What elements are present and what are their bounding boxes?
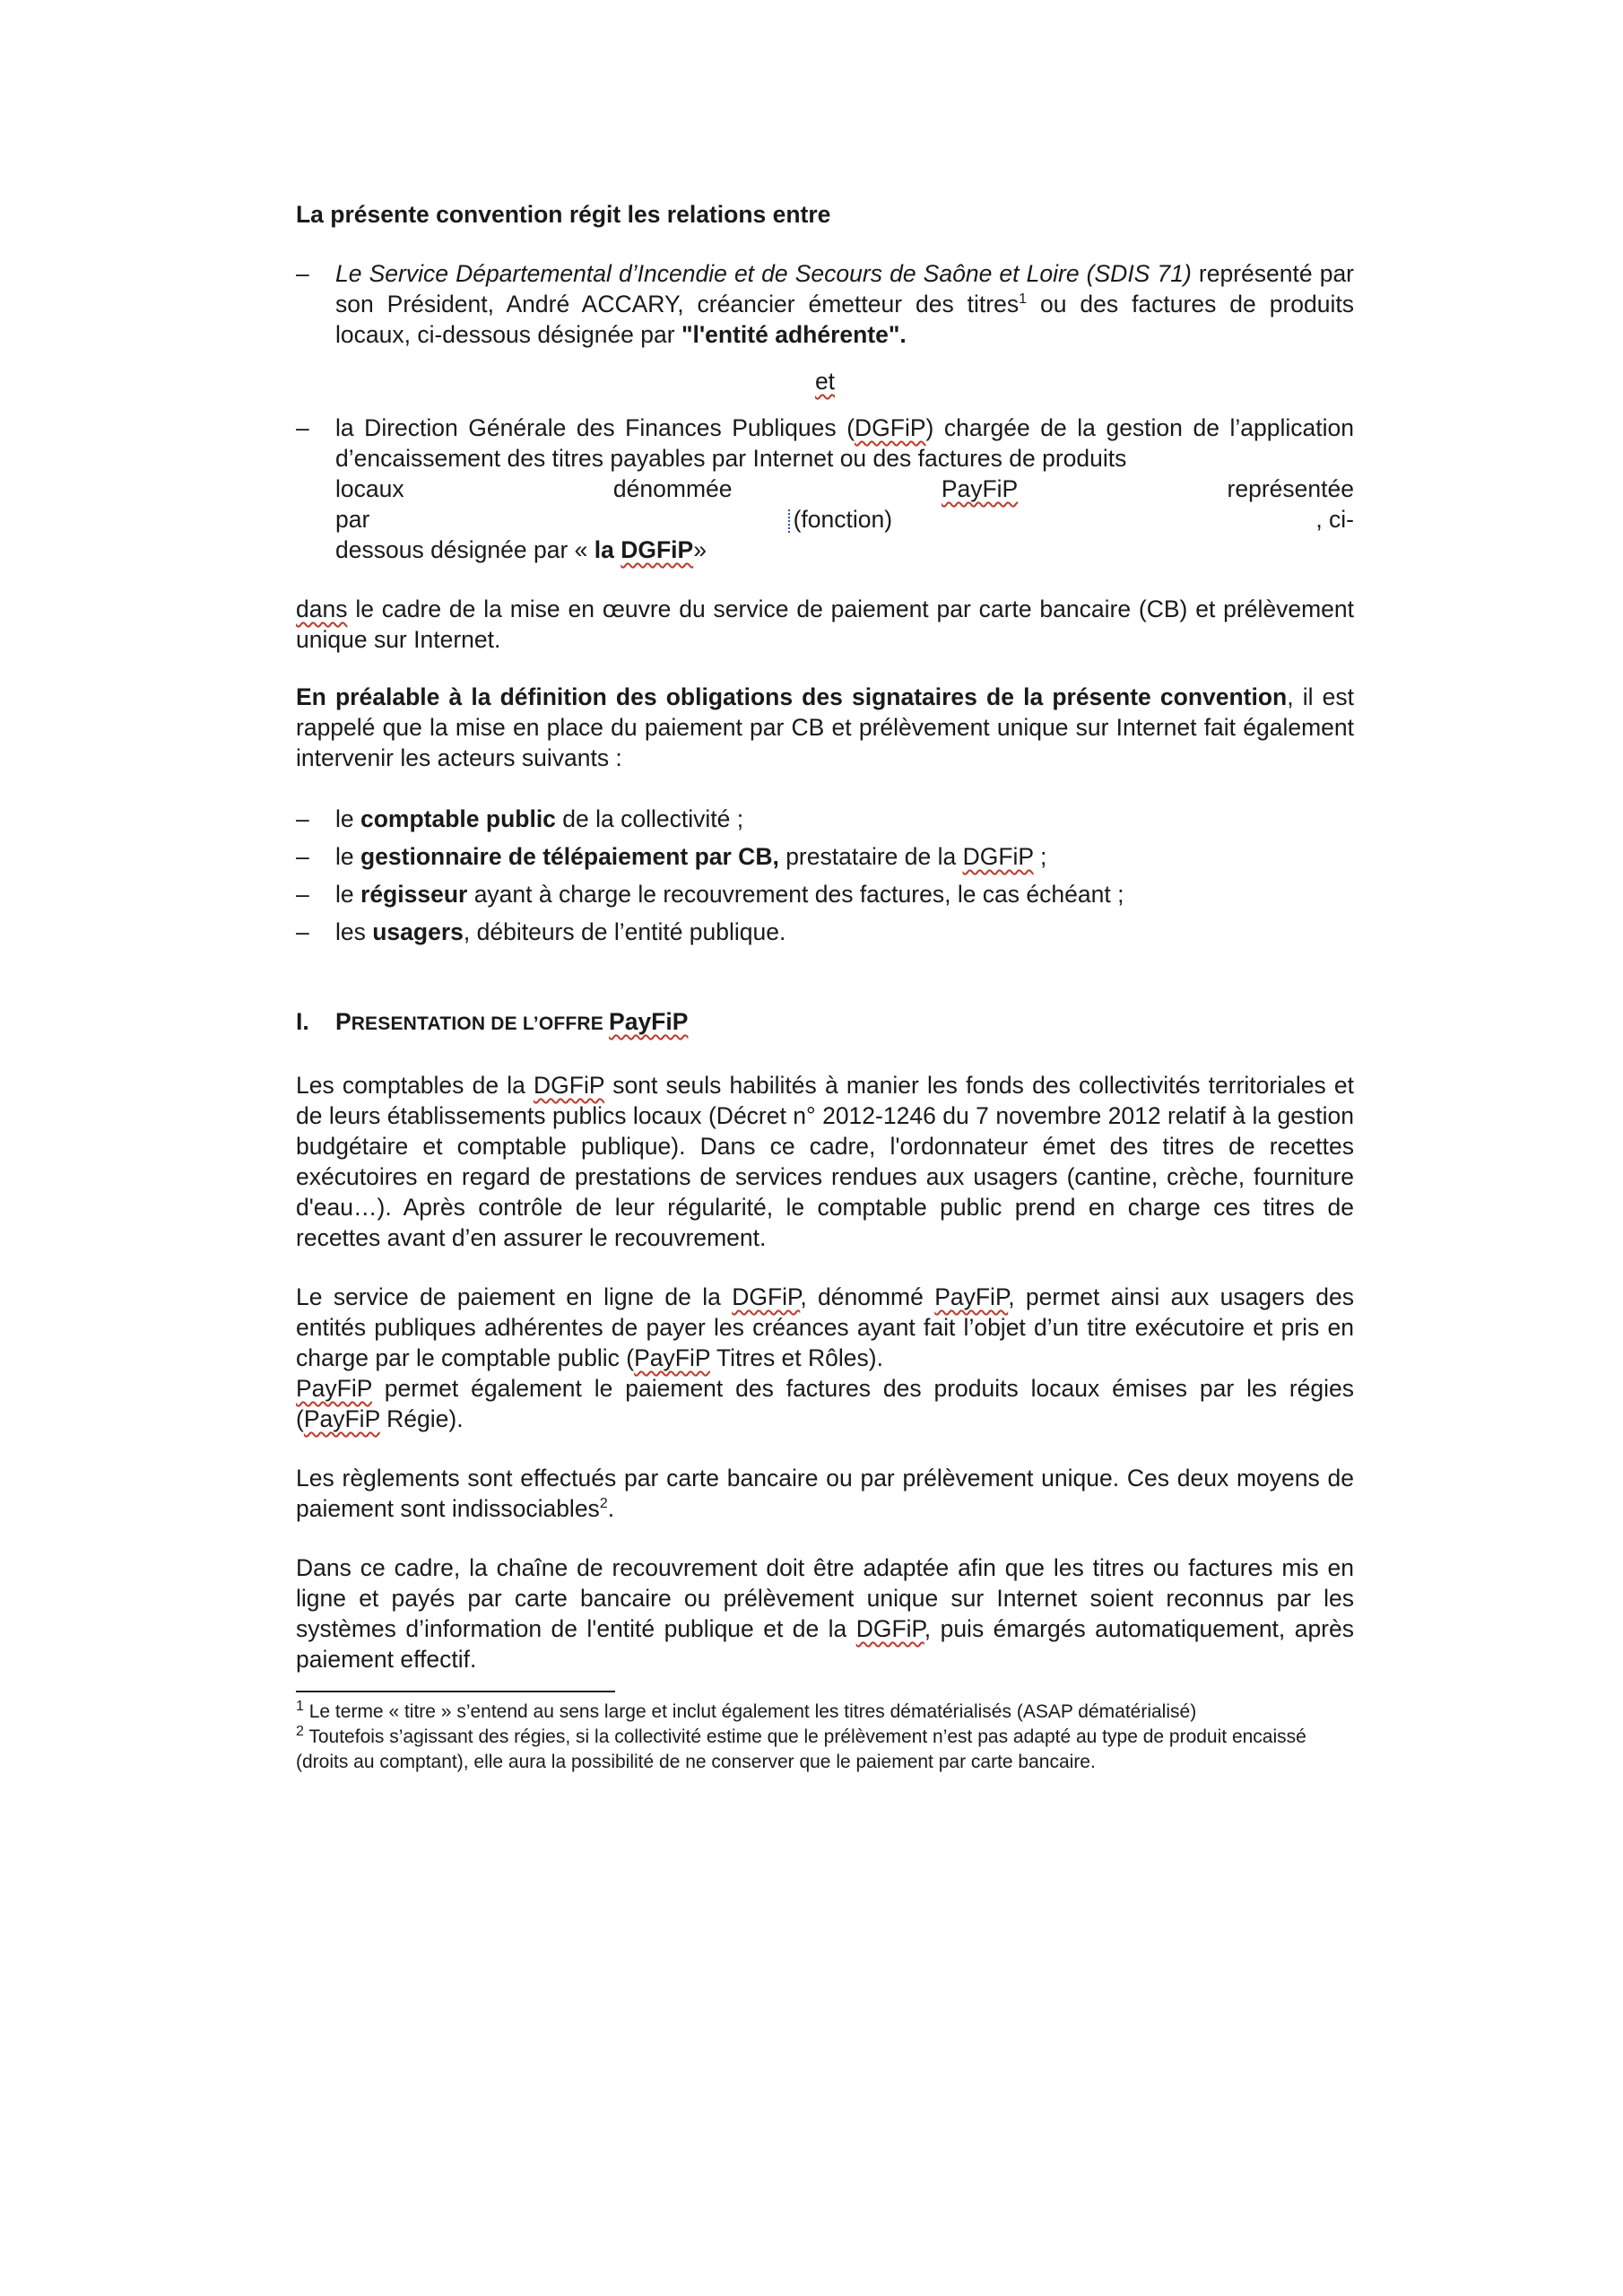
party-sdis	[296, 258, 1354, 350]
party-dgfip-row-3: dessous désignée par « la DGFiP»	[335, 536, 707, 563]
payfip-term: PayFiP	[941, 475, 1019, 502]
party-sdis-name: Le Service Départemental d’Incendie et de Secours de Saône et Loire (SDIS 71)	[335, 260, 1192, 287]
paragraph-payfip-regie: PayFiP permet également le paiement des factures des produits locaux émises par les régies (PayFiP Régie).	[296, 1375, 1354, 1432]
dgfip-term: DGFiP	[855, 1615, 924, 1642]
footnote-separator	[296, 1691, 615, 1692]
text-cursor-mark	[788, 509, 793, 533]
paragraph-chaine: Dans ce cadre, la chaîne de recouvrement doit être adaptée afin que les titres ou factures mis en ligne et payés par carte bancaire ou prélèvement unique sur Internet soient reconnus par les systèmes d’information de l'entité publique et de la DGFiP, puis émargés automatiquement, après paiement effectif.	[296, 1554, 1354, 1673]
section-title: PRESENTATION DE L’OFFRE PayFiP	[335, 1008, 689, 1035]
list-dash: –	[296, 414, 309, 441]
actors-list	[296, 804, 1354, 947]
footnote-ref-1[interactable]: 1	[1019, 291, 1028, 308]
fonction-field[interactable]: (fonction)	[794, 504, 892, 535]
party-dgfip-text: la Direction Générale des Finances Publiques (DGFiP) chargée de la gestion de l’application d’encaissement des titres payables par Internet ou des factures de produits	[335, 414, 1354, 472]
paragraph-service: Le service de paiement en ligne de la DGFiP, dénommé PayFiP, permet ainsi aux usagers des entités publiques adhérentes de payer les créances ayant fait l’objet d’un titre exécutoire et pris en charge par le comptable public (PayFiP Titres et Rôles).	[296, 1283, 1354, 1371]
party-sdis-text-2: ou des factures de produits locaux, ci-dessous désignée par	[335, 291, 1354, 348]
section-number: I.	[296, 1008, 309, 1035]
payfip-term: PayFiP	[296, 1375, 372, 1402]
list-item: – le gestionnaire de télépaiement par CB, prestataire de la DGFiP ;	[296, 843, 1047, 870]
footnote-1: $^1$ Le terme « titre » s’entend au sens large et inclut également les titres dématérialisés (ASAP dématérialisé)	[296, 1699, 1197, 1722]
intro-title: La présente convention régit les relations entre	[296, 201, 831, 228]
paragraph-reglements: Les règlements sont effectués par carte bancaire ou par prélèvement unique. Ces deux moyens de paiement sont indissociables$^2$.	[296, 1465, 1354, 1522]
list-item: – le régisseur ayant à charge le recouvrement des factures, le cas échéant ;	[296, 881, 1124, 908]
dgfip-term: DGFiP	[534, 1072, 605, 1099]
list-dash: –	[296, 260, 309, 287]
dgfip-term: DGFiP	[855, 414, 926, 441]
footnotes	[296, 1700, 1354, 1775]
payfip-term: PayFiP	[609, 1008, 689, 1035]
section-heading	[296, 1006, 1354, 1039]
dgfip-term: DGFiP	[621, 536, 694, 563]
dgfip-term: DGFiP	[962, 843, 1034, 870]
paragraph-prealable: En préalable à la définition des obligations des signataires de la présente convention, il est rappelé que la mise en place du paiement par CB et prélèvement unique sur Internet fait également intervenir les acteurs suivants :	[296, 683, 1354, 771]
dgfip-term: DGFiP	[732, 1283, 801, 1310]
paragraph-dans-le-cadre: dans le cadre de la mise en œuvre du service de paiement par carte bancaire (CB) et prélèvement unique sur Internet.	[296, 596, 1354, 653]
payfip-term: PayFiP	[634, 1344, 711, 1371]
party-dgfip	[296, 413, 1354, 565]
conjunction-et: et	[814, 368, 836, 395]
document-body	[296, 199, 1354, 1775]
payfip-term: PayFiP	[934, 1283, 1009, 1310]
party-dgfip-row-1: locaux dénommée PayFiP représentée	[335, 475, 1354, 502]
footnote-ref-2[interactable]: 2	[599, 1496, 608, 1512]
payfip-term: PayFiP	[303, 1405, 380, 1432]
list-item: – les usagers, débiteurs de l’entité publique.	[296, 918, 786, 945]
party-dgfip-row-2: par (fonction) , ci-	[335, 506, 1354, 533]
list-item: – le comptable public de la collectivité ;	[296, 805, 744, 832]
footnote-2: $^2$ Toutefois s’agissant des régies, si la collectivité estime que le prélèvement n’est pas adapté au type de produit encaissé (droits au comptant), elle aura la possibilité de ne conserver que le paiement par carte bancaire.	[296, 1724, 1306, 1772]
paragraph-comptables: Les comptables de la DGFiP sont seuls habilités à manier les fonds des collectivités territoriales et de leurs établissements publics locaux (Décret n° 2012-1246 du 7 novembre 2012 relatif à la gestion budgétaire et comptable publique). Dans ce cadre, l'ordonnateur émet des titres de recettes exécutoires en regard de prestations de services rendues aux usagers (cantine, crèche, fourniture d'eau…). Après contrôle de leur régularité, le comptable public prend en charge ces titres de recettes avant d’en assurer le recouvrement.	[296, 1072, 1354, 1251]
party-sdis-designation: "l'entité adhérente".	[681, 321, 907, 348]
party-sdis-text: représenté par son Président, André ACCARY, créancier émetteur des titres	[335, 260, 1355, 317]
